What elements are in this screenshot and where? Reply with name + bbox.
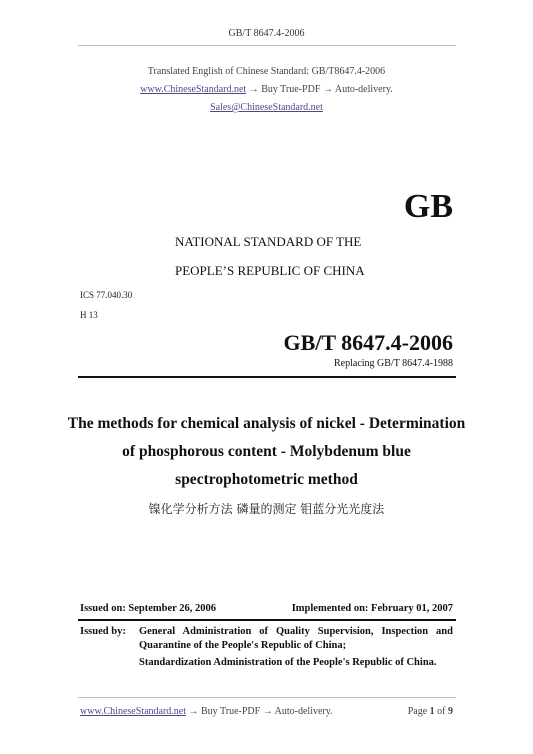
title-line3: spectrophotometric method [175,471,358,488]
footer-rule [78,697,456,698]
page-label: Page [407,706,428,717]
footer-auto-text: Auto-delivery. [274,706,333,717]
divider-top [78,376,456,378]
arrow-icon: → [248,84,259,95]
ics-code: ICS 77.040.30 [80,290,133,300]
issued-on: Issued on: September 26, 2006 [80,603,217,614]
implemented-on: Implemented on: February 01, 2007 [291,603,453,614]
issued-by-label: Issued by: [80,626,126,637]
h-code: H 13 [80,310,98,320]
purchase-line [0,84,533,95]
email-link[interactable]: Sales@ChineseStandard.net [210,102,323,113]
footer-links [80,706,333,717]
running-header: GB/T 8647.4-2006 [228,28,305,39]
arrow-icon: → [188,706,199,717]
page-total: 9 [448,706,453,717]
issuer-2: Standardization Administration of the People's Republic of China. [139,657,437,668]
footer-site-link[interactable]: www.ChineseStandard.net [80,706,186,717]
arrow-icon: → [322,84,333,95]
page-number: 1 [429,706,435,717]
footer-buy-text: Buy True-PDF [201,706,261,717]
site-link[interactable]: www.ChineseStandard.net [140,84,247,95]
buy-text: Buy True-PDF [261,84,321,95]
page-indicator [408,706,453,717]
divider-bottom [78,619,456,621]
title-line1: The methods for chemical analysis of nickel - Determination [67,415,466,432]
auto-delivery-text: Auto-delivery. [334,84,393,95]
national-standard-line1: NATIONAL STANDARD OF THE [175,234,362,249]
email-line [0,102,533,113]
translation-notice: Translated English of Chinese Standard: GB/T8647.4-2006 [147,66,386,77]
title-chinese: 镍化学分析方法 磷量的测定 钼蓝分光光度法 [148,502,385,516]
arrow-icon: → [262,706,273,717]
issuer-1-line2: Quarantine of the People's Republic of China; [139,640,347,651]
title-line2: of phosphorous content - Molybdenum blue [122,443,411,460]
gb-mark: GB [403,188,453,225]
national-standard-line2: PEOPLE’S REPUBLIC OF CHINA [175,263,365,278]
replacing-note: Replacing GB/T 8647.4-1988 [334,358,453,369]
issuer-1-line1: General Administration of Quality Supervision, Inspection and [139,626,453,637]
of-label: of [437,706,446,717]
header-rule [78,45,456,46]
standard-number: GB/T 8647.4-2006 [283,330,453,355]
